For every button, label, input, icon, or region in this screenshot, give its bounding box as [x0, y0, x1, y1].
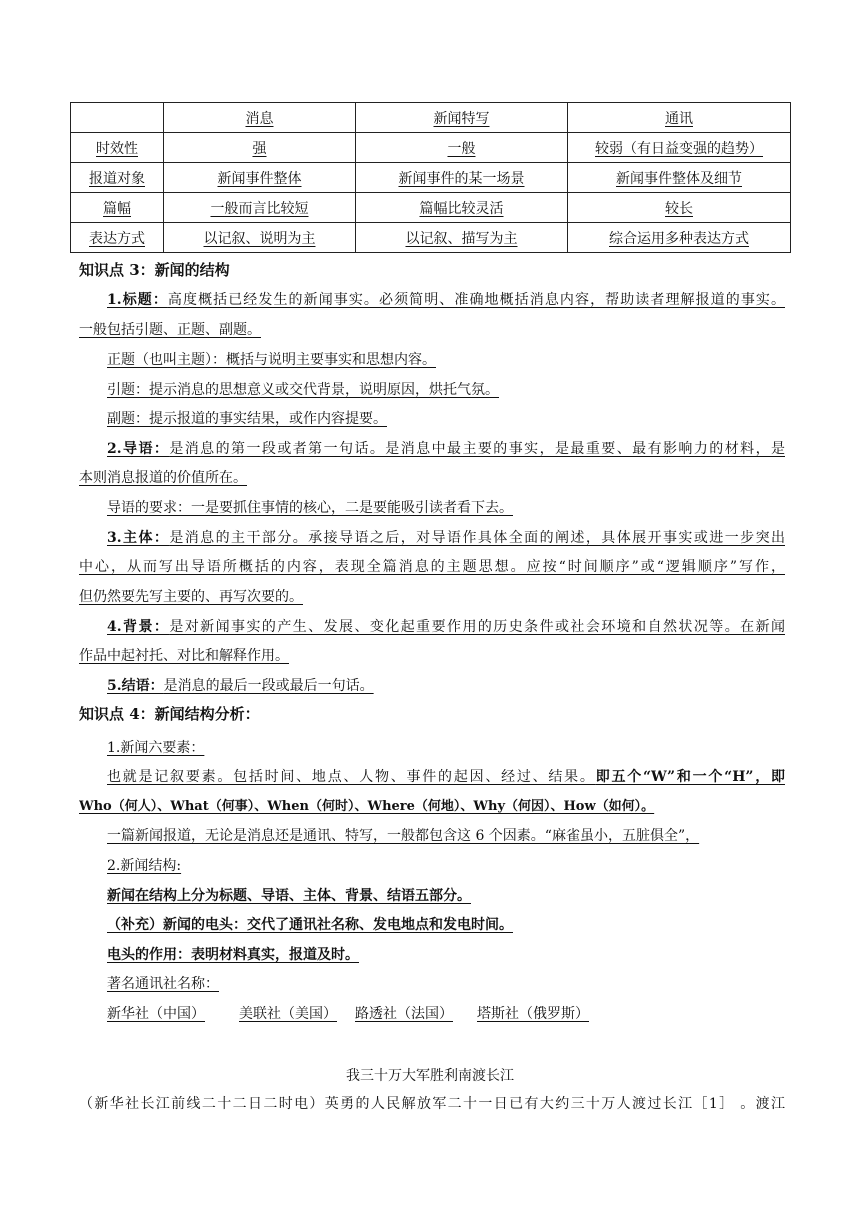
structure-line-3 — [107, 945, 785, 965]
paragraph-text: 著名通讯社名称： — [107, 976, 219, 992]
paragraph-text-bold: 电头的作用：表明材料真实，报道及时。 — [107, 947, 359, 963]
paragraph-text: 也就是记叙要素。包括时间、地点、人物、事件的起因、经过、结果。 — [107, 769, 596, 785]
section-heading-4: 知识点 4：新闻结构分析： — [79, 705, 260, 723]
paragraph-text: 导语的要求：一是要抓住事情的核心，二是要能吸引读者看下去。 — [107, 500, 513, 516]
paragraph-text-bold: 新闻在结构上分为标题、导语、主体、背景、结语五部分。 — [107, 888, 471, 904]
agencies-list — [107, 1004, 785, 1024]
agency-item: 塔斯社（俄罗斯） — [477, 1006, 589, 1022]
paragraph-continuation — [79, 320, 785, 340]
yinti-line — [107, 380, 785, 400]
paragraph-text-bold: Who（何人）、What（何事）、When（何时）、Where（何地）、Why（何因）、How（如何）。 — [79, 799, 655, 814]
table-cell: 篇幅比较灵活 — [356, 193, 568, 223]
term-label: 3.主体： — [107, 530, 170, 546]
table-cell: 以记叙、说明为主 — [164, 223, 356, 253]
paragraph-lead-def — [107, 439, 785, 459]
agency-item: 新华社（中国） — [107, 1006, 205, 1022]
paragraph-continuation — [79, 646, 785, 666]
paragraph-text: 是消息的最后一段或最后一句话。 — [163, 678, 374, 694]
paragraph-text: 引题：提示消息的思想意义或交代背景，说明原因，烘托气氛。 — [107, 382, 499, 398]
structure-line-1 — [107, 886, 785, 906]
table-row — [71, 163, 791, 193]
paragraph-text: 但仍然要先写主要的、再写次要的。 — [79, 589, 303, 605]
table-header-row — [71, 103, 791, 133]
table-header-cell: 消息 — [164, 103, 356, 133]
table-row — [71, 193, 791, 223]
six-elements-list — [79, 797, 785, 817]
comparison-table — [70, 102, 791, 253]
agency-item: 路透社（法国） — [355, 1006, 453, 1022]
term-label: 1.标题： — [107, 292, 168, 308]
term-label: 4.背景： — [107, 619, 170, 635]
table-cell: 以记叙、描写为主 — [356, 223, 568, 253]
paragraph-text: 2.新闻结构: — [107, 858, 182, 874]
table-cell: 综合运用多种表达方式 — [568, 223, 791, 253]
paragraph-text: 作品中起衬托、对比和解释作用。 — [79, 648, 289, 664]
paragraph-ending-def — [107, 676, 785, 696]
paragraph-text: 高度概括已经发生的新闻事实。必须简明、准确地概括消息内容，帮助读者理解报道的事实。 — [167, 292, 785, 308]
row-label: 表达方式 — [71, 223, 164, 253]
table-header-cell: 通讯 — [568, 103, 791, 133]
table-cell: 新闻事件整体 — [164, 163, 356, 193]
paragraph-body-def — [107, 528, 785, 548]
paragraph-title-def — [107, 290, 785, 310]
paragraph-text: 是消息的主干部分。承接导语之后，对导语作具体全面的阐述，具体展开事实或进一步突出 — [169, 530, 785, 546]
paragraph-text: 1.新闻六要素： — [107, 740, 205, 756]
paragraph-continuation: 中心，从而写出导语所概括的内容，表现全篇消息的主题思想。应按“时间顺序”或“逻辑顺序”写作， — [79, 559, 785, 575]
paragraph-text: 副题：提示报道的事实结果，或作内容提要。 — [107, 411, 387, 427]
agencies-title — [107, 974, 785, 994]
table-cell: 一般而言比较短 — [164, 193, 356, 223]
table-cell: 较弱（有日益变强的趋势） — [568, 133, 791, 163]
paragraph-text: 是消息的第一段或者第一句话。是消息中最主要的事实，是最重要、最有影响力的材料，是 — [169, 441, 785, 457]
paragraph-continuation — [79, 587, 785, 607]
paragraph-text: 正题（也叫主题）：概括与说明主要事实和思想内容。 — [107, 352, 436, 368]
zhengti-line — [107, 350, 785, 370]
paragraph-text: 本则消息报道的价值所在。 — [79, 470, 247, 486]
table-cell: 较长 — [568, 193, 791, 223]
row-label: 报道对象 — [71, 163, 164, 193]
paragraph-text-bold: （补充）新闻的电头：交代了通讯社名称、发电地点和发电时间。 — [107, 917, 513, 933]
section-heading-3: 知识点 3：新闻的结构 — [79, 261, 230, 279]
table-cell: 一般 — [356, 133, 568, 163]
lead-requirement-line — [107, 498, 785, 518]
term-label: 5.结语： — [107, 678, 164, 694]
six-elements-note — [107, 826, 785, 846]
row-label: 时效性 — [71, 133, 164, 163]
row-label: 篇幅 — [71, 193, 164, 223]
table-cell — [71, 103, 164, 133]
article-first-line: （新华社长江前线二十二日二时电）英勇的人民解放军二十一日已有大约三十万人渡过长江［1］ 。渡江 — [79, 1096, 785, 1112]
futi-line — [107, 409, 785, 429]
six-elements-line — [107, 767, 785, 787]
paragraph-text: 一般包括引题、正题、副题。 — [79, 322, 261, 338]
paragraph-text: 是对新闻事实的产生、发展、变化起重要作用的历史条件或社会环境和自然状况等。在新闻 — [169, 619, 785, 635]
term-label: 2.导语： — [107, 441, 170, 457]
structure-line-2 — [107, 915, 785, 935]
structure-title — [107, 856, 785, 876]
paragraph-continuation — [79, 468, 785, 488]
table-cell: 强 — [164, 133, 356, 163]
agency-item: 美联社（美国） — [239, 1006, 337, 1022]
table-header-cell: 新闻特写 — [356, 103, 568, 133]
table-cell: 新闻事件整体及细节 — [568, 163, 791, 193]
article-title: 我三十万大军胜利南渡长江 — [346, 1068, 514, 1084]
paragraph-text: 一篇新闻报道，无论是消息还是通讯、特写，一般都包含这 6 个因素。“麻雀虽小，五脏俱全”， — [107, 828, 700, 844]
six-elements-title — [107, 738, 785, 758]
table-row — [71, 133, 791, 163]
table-cell: 新闻事件的某一场景 — [356, 163, 568, 193]
paragraph-background-def — [107, 617, 785, 637]
table-row — [71, 223, 791, 253]
paragraph-text-bold: 即五个“W”和一个“H”，即 — [595, 769, 785, 785]
